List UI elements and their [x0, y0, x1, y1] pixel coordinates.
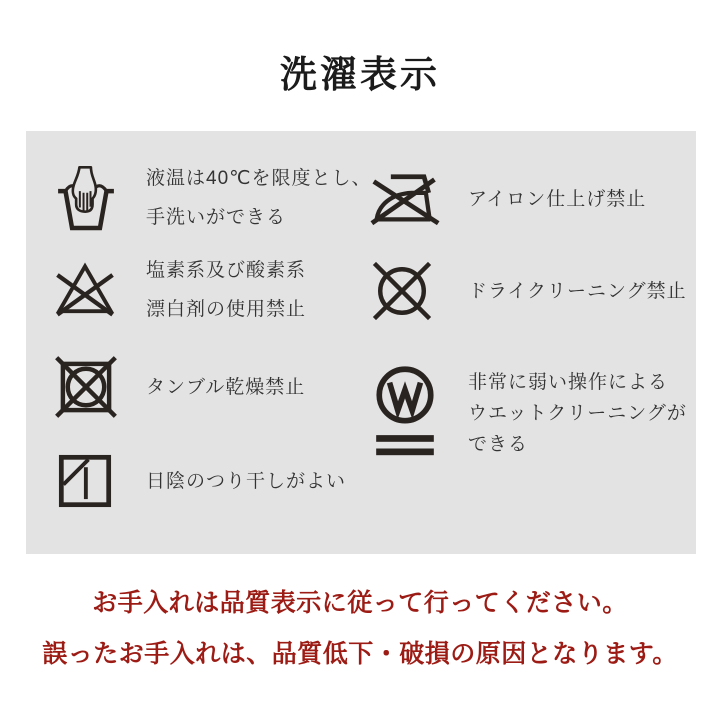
care-line: 漂白剤の使用禁止	[146, 299, 307, 320]
care-line: できる	[468, 433, 529, 455]
no-tumble-dry-icon	[54, 355, 146, 419]
care-warnings	[0, 586, 720, 671]
care-item-label	[146, 368, 305, 407]
care-item-label	[146, 462, 346, 501]
care-line: ウエットクリーニングが	[468, 402, 687, 424]
care-symbols-panel	[26, 131, 696, 554]
no-iron-icon	[370, 169, 468, 230]
warning-line: 誤ったお手入れは、品質低下・破損の原因となります。	[42, 640, 678, 668]
care-item-hand-wash	[54, 158, 371, 238]
care-line: 塩素系及び酸素系	[146, 260, 307, 281]
care-item-no-tumble-dry	[54, 353, 305, 421]
care-item-shade-line-dry	[54, 449, 346, 513]
care-item-no-bleach	[54, 258, 306, 322]
care-line: 手洗いができる	[146, 207, 287, 228]
care-line: ドライクリーニング禁止	[468, 280, 687, 302]
warning-line: お手入れは品質表示に従って行ってください。	[92, 589, 628, 617]
care-line: アイロン仕上げ禁止	[468, 188, 647, 210]
care-item-label	[146, 251, 306, 329]
care-item-no-iron	[370, 167, 646, 231]
care-line: 液温は40℃を限度とし、	[146, 168, 372, 189]
page-title: 洗濯表示	[280, 54, 440, 95]
care-item-label	[146, 159, 371, 237]
care-line: タンブル乾燥禁止	[146, 376, 306, 398]
care-item-no-dry-clean	[370, 257, 687, 325]
care-item-label	[468, 272, 687, 311]
care-line: 日陰のつり干しがよい	[146, 470, 347, 492]
care-item-wet-clean	[370, 357, 687, 469]
wet-clean-very-gentle-icon	[370, 365, 468, 462]
no-dry-clean-icon	[370, 259, 468, 323]
care-item-label	[468, 367, 687, 460]
hand-wash-icon	[54, 164, 146, 233]
care-line: 非常に弱い操作による	[468, 371, 669, 393]
shade-line-dry-icon	[54, 450, 146, 512]
no-bleach-icon	[54, 262, 146, 319]
care-item-label	[468, 180, 646, 219]
